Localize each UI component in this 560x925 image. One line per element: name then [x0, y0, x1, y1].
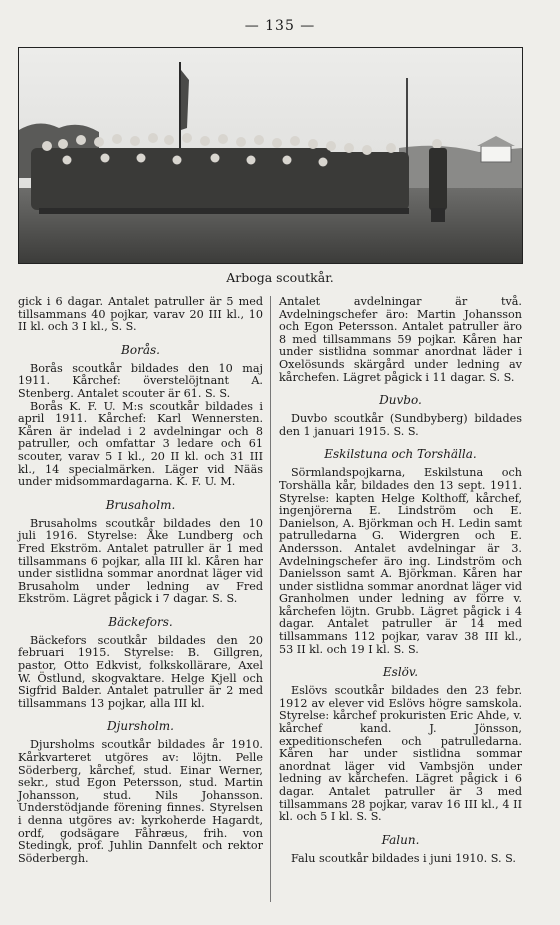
- right-column: [279, 296, 522, 865]
- paragraph: Eslövs scoutkår bildades den 23 febr. 1912 av elever vid Eslövs högre samskola. Styrelse: kårchef prokuristen Eric Ahde, v. kårchef kand. J. Jönsson, expeditionschefen och patrulledarna. Kåren har under sistlidna sommar anordnat läger vid Vambsjön under ledning av kårchefen. Lägret pågick i 6 dagar. Antalet patruller är 3 med tillsammans 28 pojkar, varav 16 III kl., 4 II kl. och 5 I kl. S. S.: [279, 684, 522, 824]
- section-heading: Eslöv.: [382, 665, 419, 680]
- section-heading: Eskilstuna och Torshälla.: [324, 447, 477, 462]
- group-photo: [18, 47, 523, 264]
- paragraph: Sörmlandspojkarna, Eskilstuna och Torshälla kår, bildades den 13 sept. 1911. Styrelse: kapten Helge Kolthoff, kårchef, ingenjörerna E. Lindström och E. Danielson, A. Björkman och H. Ledin samt patrulledarna G. Widergren och E. Andersson. Antalet avdelningar är 3. Avdelningschefer äro ing. Lindström och Danielsson samt A. Björkman. Kåren har under sistlidna sommar anordnat läger vid Granholmen under ledning av förre v. kårchefen löjtn. Grubb. Lägret pågick i 4 dagar. Antalet patruller är 14 med tillsammans 112 pojkar, varav 38 III kl., 53 II kl. och 19 I kl. S. S.: [279, 466, 522, 656]
- paragraph: gick i 6 dagar. Antalet patruller är 5 med tillsammans 40 pojkar, varav 20 III kl., 10 II kl. och 3 I kl., S. S.: [18, 295, 263, 334]
- section-heading: Brusaholm.: [105, 497, 176, 512]
- section-heading: Bäckefors.: [108, 614, 173, 629]
- paragraph: Djursholms scoutkår bildades år 1910. Kårkvarteret utgöres av: löjtn. Pelle Söderberg, kårchef, stud. Einar Werner, sekr., stud Egon Petersson, stud. Martin Johansson, stud. Nils Johansson. Understödjande förening finnes. Styrelsen i denna utgöres av: kyrkoherde Hagardt, ordf, godsägare Fåhræus, frih. von Stedingk, prof. Juhlin Dannfelt och rektor Söderbergh.: [18, 738, 263, 865]
- section-heading: Duvbo.: [379, 393, 422, 408]
- photo-caption: Arboga scoutkår.: [226, 270, 334, 285]
- paragraph: Falu scoutkår bildades i juni 1910. S. S.: [291, 851, 516, 865]
- section-heading: Falun.: [381, 832, 420, 847]
- left-column: [18, 296, 263, 865]
- paragraph: Brusaholms scoutkår bildades den 10 juli 1916. Styrelse: Åke Lundberg och Fred Ekström. Antalet patruller är 1 med tillsammans 6 pojkar, alla III kl. Kåren har under sistlidna sommar anordnat läger vid Brusaholm under ledning av Fred Ekström. Lägret pågick i 7 dagar. S. S.: [18, 516, 263, 606]
- paragraph: Borås scoutkår bildades den 10 maj 1911. Kårchef: överstelöjtnant A. Stenberg. Antalet scouter är 61. S. S.: [18, 361, 263, 400]
- column-divider: [270, 296, 271, 902]
- group-photo-illustration: [19, 48, 522, 263]
- paragraph: Borås K. F. U. M:s scoutkår bildades i april 1911. Kårchef: Karl Wennersten. Kåren är indelad i 2 avdelningar och 8 patruller, och omfattar 3 ledare och 61 scouter, varav 5 I kl., 20 II kl. och 31 III kl., 14 specialmärken. Läger vid Nääs under midsommardagarna. K. F. U. M.: [18, 399, 263, 489]
- section-heading: Djursholm.: [107, 719, 174, 734]
- page-number: — 135 —: [244, 18, 316, 34]
- paragraph: Antalet avdelningar är två. Avdelningschefer äro: Martin Johansson och Egon Petersson. Antalet patruller äro 8 med tillsammans 59 pojkar. Kåren har under sistlidna sommar anordnat läder i Oxelösunds skärgård under ledning av kårchefen. Lägret pågick i 11 dagar. S. S.: [279, 295, 522, 384]
- paragraph: Duvbo scoutkår (Sundbyberg) bildades den 1 januari 1915. S. S.: [279, 412, 522, 438]
- section-heading: Borås.: [121, 342, 160, 357]
- paragraph: Bäckefors scoutkår bildades den 20 februari 1915. Styrelse: B. Gillgren, pastor, Otto Edkvist, folkskollärare, Axel W. Östlund, skogvaktare. Helge Kjell och Sigfrid Balder. Antalet patruller är 2 med tillsammans 13 pojkar, alla III kl.: [18, 633, 263, 710]
